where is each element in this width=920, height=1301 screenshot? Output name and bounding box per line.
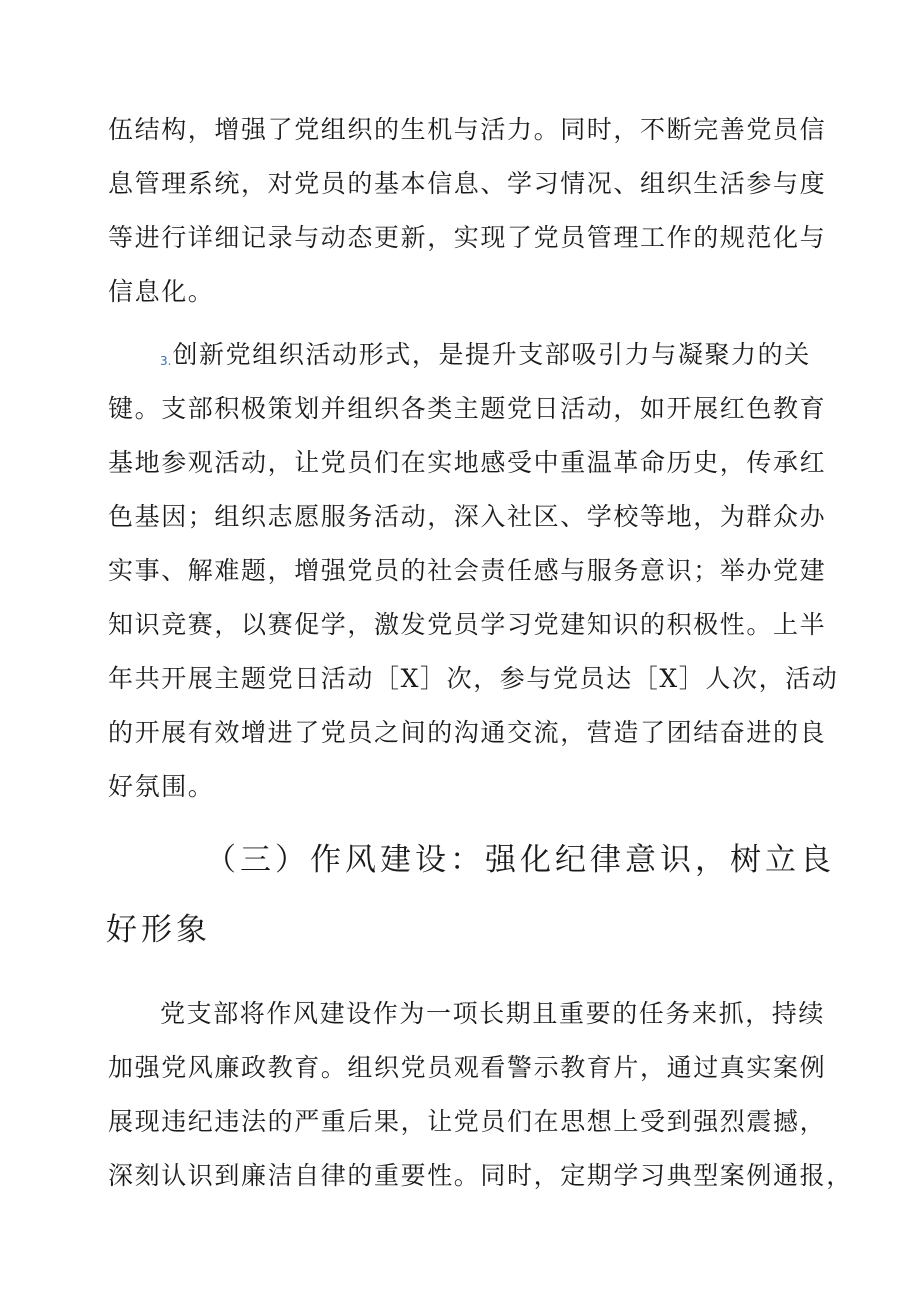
- paragraph-line-text: 创新党组织活动形式，是提升支部吸引力与凝聚力的关: [172, 340, 811, 369]
- paragraph-line: 展现违纪违法的严重后果，让党员们在思想上受到强烈震撼，: [108, 1107, 827, 1136]
- paragraph-line: 键。支部积极策划并组织各类主题党日活动，如开展红色教育: [108, 394, 827, 423]
- paragraph-line: 党支部将作风建设作为一项长期且重要的任务来抓，持续: [160, 999, 826, 1028]
- paragraph-line: 深刻认识到廉洁自律的重要性。同时，定期学习典型案例通报，: [108, 1161, 853, 1190]
- list-number: 3.: [160, 354, 172, 368]
- paragraph-line: [160, 328, 811, 388]
- paragraph-line: 色基因；组织志愿服务活动，深入社区、学校等地，为群众办: [108, 502, 827, 531]
- heading-line: （三）作风建设：强化纪律意识，树立良: [205, 842, 835, 878]
- paragraph-line: 的开展有效增进了党员之间的沟通交流，营造了团结奋进的良: [108, 718, 827, 747]
- paragraph-line: 知识竞赛，以赛促学，激发党员学习党建知识的积极性。上半: [108, 610, 827, 639]
- paragraph-line: 好氛围。: [108, 772, 215, 801]
- paragraph-line: 等进行详细记录与动态更新，实现了党员管理工作的规范化与: [108, 223, 827, 252]
- heading-line: 好形象: [106, 912, 211, 948]
- paragraph-line: 信息化。: [108, 277, 215, 306]
- paragraph-line: 加强党风廉政教育。组织党员观看警示教育片，通过真实案例: [108, 1053, 827, 1082]
- paragraph-line: 基地参观活动，让党员们在实地感受中重温革命历史，传承红: [108, 448, 827, 477]
- paragraph-line: 年共开展主题党日活动［X］次，参与党员达［X］人次，活动: [108, 664, 839, 693]
- paragraph-line: 伍结构，增强了党组织的生机与活力。同时，不断完善党员信: [108, 115, 827, 144]
- paragraph-line: 息管理系统，对党员的基本信息、学习情况、组织生活参与度: [108, 169, 827, 198]
- paragraph-line: 实事、解难题，增强党员的社会责任感与服务意识；举办党建: [108, 556, 827, 585]
